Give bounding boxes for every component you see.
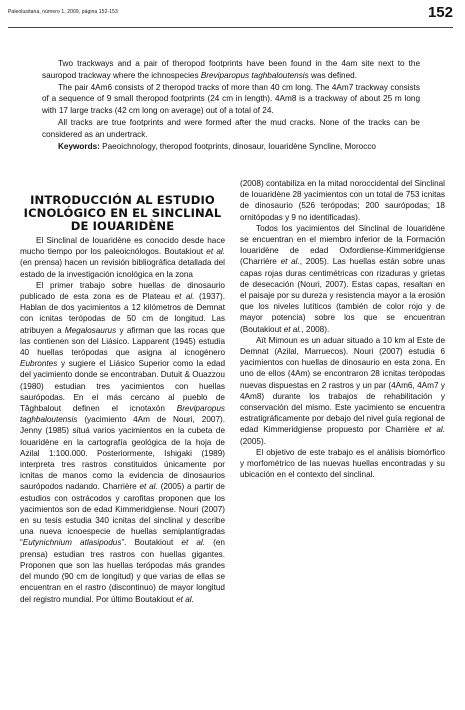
page-header xyxy=(8,5,453,28)
italic-text: Breviparopus taghbaloutensis xyxy=(20,404,225,425)
keywords-label: Keywords: xyxy=(58,141,100,151)
text-run: (en prensa) estudian tres rastros con huellas gigantes. Proponen que son las huellas terópodas más grandes del mundo (90 cm de longitud) y que varias de ellas se encuentran en el rastro (discontinuo) de mayor longitud del registro mundial. Por último Boutakiout xyxy=(20,538,225,604)
text-run: (2008) contabiliza en la mitad noroccidental del Sinclinal de Iouaridène 28 yacimientos con un total de 753 icnitas de dinosaurio (526 terópodas; 200 saurópodas; 18 ornitópodas y 9 no identificadas). xyxy=(240,179,445,222)
text-run: y afirman que las rocas que las contienen son del Liásico. Lapparent (1945) estudia 40 huellas terópodas que asigna al icnogénero xyxy=(20,325,225,358)
text-run: , 2005). Las huellas están sobre unas capas rojas duras centimétricas con rizaduras y grietas de desecación (Nouri, 2007). Estas capas, resaltan en el paisaje por su dureza y resistencia mayor a la erosión que los niveles lutíticos (también de color rojo y de mayor potencia) sobre los que se encuentran (Boutakiout xyxy=(240,257,445,334)
italic-text: Eubrontes xyxy=(20,359,58,369)
italic-text: et al. xyxy=(174,292,195,302)
text-run: Two trackways and a pair of theropod footprints have been found in the 4am site next to the sauropod trackway where the ichnospecies xyxy=(42,59,420,80)
italic-text: et al. xyxy=(139,482,158,492)
body-paragraph xyxy=(20,235,225,280)
english-abstract xyxy=(42,58,420,152)
text-run: El objetivo de este trabajo es el análisis biomórfico y morfométrico de las nuevas huellas encontradas y su ubicación en el contexto del sinclinal. xyxy=(240,447,445,480)
italic-text: Eutynichnium atlasipodus xyxy=(22,538,122,548)
text-run: (2005). xyxy=(240,436,266,446)
italic-text: et al. xyxy=(424,425,445,435)
text-run: was defined. xyxy=(308,70,357,80)
abstract-paragraph xyxy=(42,82,420,117)
body-paragraph xyxy=(240,447,445,481)
text-run: ”. Boutakiout xyxy=(121,538,182,548)
text-run: y sugiere el Liásico Superior como la edad del yacimiento donde se encontraban. Dutuit & Ouazzou (1980) estudian tres yacimientos con huellas saurópodas. En el más cercano al pueblo de Tâghbalout definen el icnotaxón xyxy=(20,359,225,414)
body-paragraph xyxy=(240,335,445,447)
text-run: (1937). Hablan de dos yacimientos a 12 kilómetros de Demnat con icnitas terópodas de 50 cm de longitud. Las atribuyen a xyxy=(20,292,225,335)
body-paragraph xyxy=(240,178,445,223)
italic-text: et al. xyxy=(280,257,300,267)
abstract-paragraph xyxy=(42,58,420,82)
left-column xyxy=(20,180,225,605)
text-run: The pair 4Am6 consists of 2 theropod tracks of more than 40 cm long. The 4Am7 trackway consists of a sequence of 9 small theropod footprints (24 cm in length). 4Am8 is a trackway of about 25 m long with 17 large tracks (42 cm long on average) out of a total of 24. xyxy=(42,82,420,116)
right-column xyxy=(240,178,445,480)
body-paragraph xyxy=(240,223,445,335)
italic-text: et al. xyxy=(181,538,206,548)
keywords-line xyxy=(42,141,420,153)
text-run: , 2008). xyxy=(301,324,330,334)
text-run: El Sinclinal de Iouaridène es conocido desde hace mucho tiempo por los paleoicnólogos. Boutakiout xyxy=(20,236,225,257)
text-run: Aït Mimoun es un aduar situado a 10 km al Este de Demnat (Azilal, Marruecos). Nouri (2007) estudia 6 yacimientos con huellas de dinosaurio en esta zona. En uno de ellos (4Am) se encontraron 28 icnitas terópodas nuevas dispuestas en 2 rastros y un par (4Am6, 4Am7 y 4Am8) durante los trabajos de rehabilitación y conservación del mismo. Este yacimiento se encuentra estratigráficamente por debajo del nivel guía regional de edad Kimmeridgiense propuesto por Charrière xyxy=(240,335,445,435)
italic-text: et al. xyxy=(176,594,194,604)
body-paragraph xyxy=(20,280,225,605)
text-run: El primer trabajo sobre huellas de dinosaurio publicado de esta zona es de Plateau xyxy=(20,280,225,302)
page-number: 152 xyxy=(427,4,453,21)
text-run: (en prensa) hacen un revisión bibliográfica detallada del estado de la investigación icnológica en la zona xyxy=(20,258,225,279)
abstract-paragraph xyxy=(42,117,420,141)
italic-text: et al. xyxy=(283,324,302,334)
journal-citation: Paleolusitana, número 1, 2009, página 152-153 xyxy=(8,9,118,15)
text-run: Todos los yacimientos del Sinclinal de Iouaridène se encuentran en el miembro inferior de la Formación Iouaridène de edad Oxfordiense-Kimmeridgiense (Charrière xyxy=(240,223,445,267)
text-run: All tracks are true footprints and were formed after the mud cracks. None of the tracks can be considered as an undertrack. xyxy=(42,117,420,139)
italic-text: Breviparopus taghbaloutensis xyxy=(200,70,309,80)
section-title: INTRODUCCIÓN AL ESTUDIO ICNOLÓGICO EN EL SINCLINAL DE IOUARIDÈNE xyxy=(23,193,222,233)
italic-text: et al. xyxy=(206,247,225,257)
text-run: (yacimiento 4Am de Nouri, 2007). Jenny (1985) situá varios yacimientos en la cubeta de Iouaridène en la cartografía geológica de la hoja de Azilal 1:100.000. Posteriormente, Ishigaki (1989) interpreta tres rastros constituidos únicamente por icnitas de manos como la evidencia de dinosaurios saurópodos nadando. Charrière xyxy=(20,415,225,492)
keywords-text: Paeoichnology, theropod footprints, dinosaur, Iouaridène Syncline, Morocco xyxy=(99,141,376,151)
text-run: (2005) a partir de estudios con ostrácodos y carofitas proponen que los yacimientos son de edad Kimmeridgiense. Nouri (2007) en su tesis estudia 340 icnitas del sinclinal y describe una nueva icnoespecie de huellas semiplantígradas “ xyxy=(20,482,225,548)
italic-text: Megalosaurus xyxy=(64,325,117,335)
